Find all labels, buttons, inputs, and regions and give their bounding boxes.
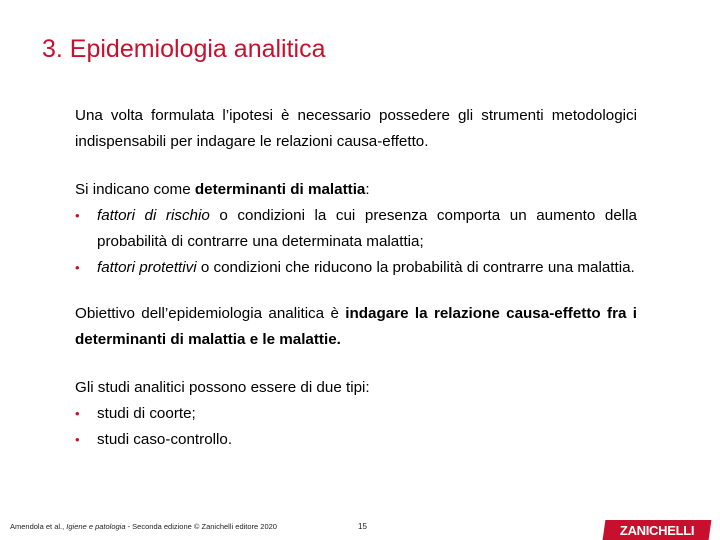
list-item	[75, 203, 637, 255]
list-item-term: fattori protettivi	[97, 259, 197, 276]
footer-book: Igiene e patologia	[66, 522, 126, 531]
publisher-logo-text: ZANICHELLI	[619, 522, 695, 538]
objective-pre: Obiettivo dell’epidemiologia analitica è	[75, 305, 346, 322]
intro-paragraph: Una volta formulata l’ipotesi è necessario possedere gli strumenti metodologici indispensabili per indagare le relazioni causa-effetto.	[75, 107, 637, 150]
determinants-section	[75, 177, 637, 281]
list-item: • studi caso-controllo.	[75, 427, 637, 453]
objective-bold: indagare la relazione causa-effetto fra i determinanti di malattia e le malattie.	[75, 305, 638, 348]
list-item-term: fattori di rischio	[97, 207, 210, 224]
slide-body	[75, 103, 637, 453]
publisher-logo	[603, 520, 712, 540]
list-item: • studi di coorte;	[75, 401, 637, 427]
determinants-lead-pre: Si indicano come	[75, 181, 195, 198]
page-title: 3. Epidemiologia analitica	[42, 35, 326, 63]
determinants-lead	[75, 177, 637, 203]
list-item-text: o condizioni la cui presenza comporta un aumento della probabilità di contrarre una determinata malattia;	[97, 207, 637, 250]
determinants-lead-post: :	[365, 181, 370, 198]
objective-paragraph	[75, 301, 637, 353]
list-item	[75, 255, 637, 281]
footer-rest: - Seconda edizione © Zanichelli editore 2020	[125, 522, 277, 531]
footer-citation	[10, 522, 277, 531]
determinants-list	[75, 203, 637, 281]
studies-lead: Gli studi analitici possono essere di due tipi:	[75, 379, 370, 396]
list-item-text: o condizioni che riducono la probabilità di contrarre una malattia.	[196, 259, 635, 276]
studies-section	[75, 375, 637, 453]
studies-list	[75, 401, 637, 453]
footer-authors: Amendola et al.,	[10, 522, 67, 531]
page-number: 15	[358, 522, 367, 531]
determinants-lead-bold: determinanti di malattia	[194, 181, 366, 198]
